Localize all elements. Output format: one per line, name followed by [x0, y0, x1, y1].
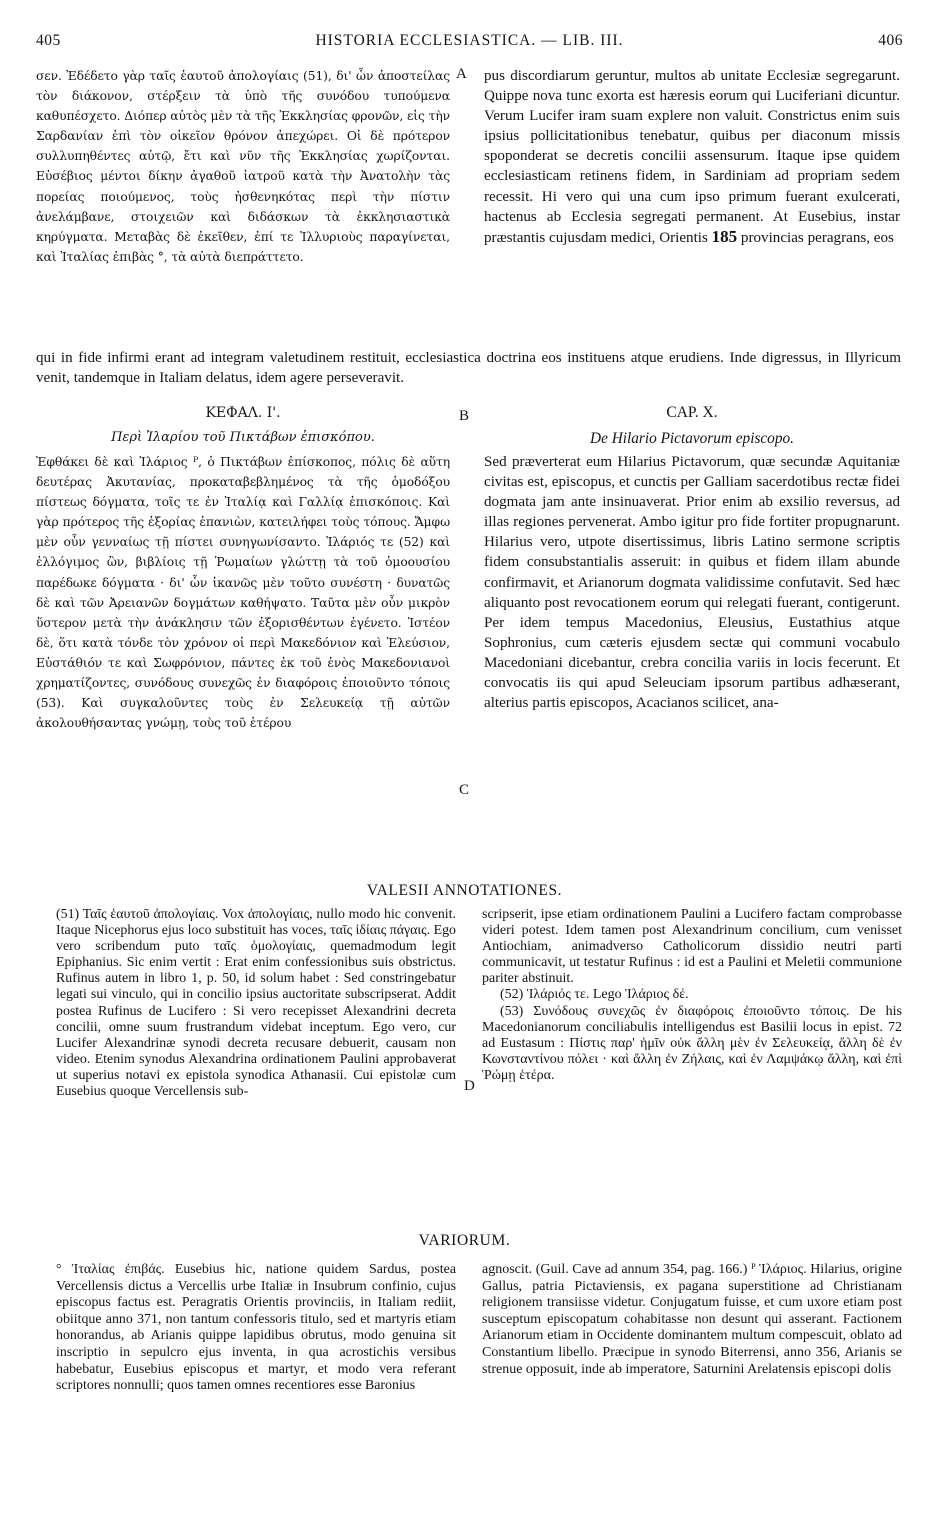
variorum-note-hilarius: agnoscit. (Guil. Cave ad annum 354, pag. 166.) ᴾ Ἱλάριος. Hilarius, origine Gallus, patria Pictaviensis, ex pagana superstitione ad Christianam religionem transiisse videtur. Conjugatum fuisse, et cum uxore etiam post susceptum episcopatum cohabitasse non desunt qui asserant. Factionem Arianorum etiam in Occidente dominantem multum compescuit, oblato ad Constantium libello. Præcipue in synodo Biterrensi, anno 356, Arianis se strenue opposuit, inde ab imperatore, Saturnini Arelatensis episcopi dolis [482, 1262, 902, 1377]
valesii-note-continuation: scripserit, ipse etiam ordinationem Paulini a Lucifero factam comprobasse videri potest. Idem tamen post Alexandrinum concilium, cum venisset Antiochiam, animadverso Catholicorum dissidio neutri parti communicavit, ut testatur Rufinus : id est a Paulini et Meletii communione pariter abstinuit. [482, 907, 902, 987]
valesii-note-51: (51) Ταῖς ἑαυτοῦ ἀπολογίαις. Vox ἀπολογίαις, nullo modo hic convenit. Itaque Nicephorus ejus loco substituit has voces, ταῖς ἰδίαις πάγαις. Ego vero scribendum puto ταῖς ὁμολογίαις, quemadmodum legit Epiphanius. Sic enim vertit : Erat enim confessionibus suis obstrictus. Rufinus autem in libro 1, p. 50, id solum habet : Sed constringebatur legati sui vinculo, qui in concilio ipsius auctoritate subscripserat. Addit postea Rufinus de Lucifero : Si vero recepisset Alexandrini decreta concilii, omne suum frustrandum videbat inceptum. Ego vero, cur Lucifer Alexandrinæ synodi decreta recusare debuerit, causam non video. Etenim synodus Alexandrina ordinationem Paulini approbaverat ut superius notavi ex epistola synodica Athanasii. Cui epistolæ cum Eusebius quoque Vercellensis sub- [56, 907, 456, 1100]
greek-chapter-text: Ἐφθάκει δὲ καὶ Ἱλάριος ᴾ, ὁ Πικτάβων ἐπίσκοπος, πόλις δὲ αὕτη δευτέρας Ἀκυτανίας, προκαταβεβλημένος τὰ τῆς ὁμοδόξου πίστεως δόγματα, τοῖς τε ἐν Ἰταλίᾳ καὶ Γαλλίᾳ ἐπισκόποις. Καὶ γὰρ πρότερος τῆς ἐξορίας ἐπανιὼν, κατειλήφει τοὺς τόπους. Ἄμφω μὲν οὖν γενναίως τῇ πίστει συνηγωνίσαντο. Ἱλάριός τε (52) καὶ ἐλλόγιμος ὢν, βιβλίοις τῇ Ῥωμαίων γλώττῃ τὰ τοῦ ὁμοουσίου παρέδωκε δόγματα · δι' ὧν ἱκανῶς μὲν τοῦτο συνέστη · δυνατῶς δὲ καὶ τῶν Ἀρειανῶν δογμάτων καθήψατο. Ταῦτα μὲν οὖν μικρὸν ὕστερον μετὰ τὴν ἀνάκλησιν τῶν ἐξορισθέντων ἐγένετο. Ἰστέον δὲ, ὅτι κατὰ τόνδε τὸν χρόνον οἱ περὶ Μακεδόνιον καὶ Ἐλεύσιον, Εὐστάθιόν τε καὶ Σωφρόνιον, πάντες ἐκ τοῦ ἑνὸς Μακεδονιανοὶ χρηματίζοντες, συνόδους συνεχῶς ἐν διαφόροις ἐποιοῦντο τόποις (53). Καὶ συγκαλοῦντες τοὺς ἐν Σελευκείᾳ τῇ αὐτῶν ἀκολουθήσαντας γνώμῃ, τοὺς τοῦ ἑτέρου [36, 455, 450, 731]
variorum-heading: VARIORUM. [418, 1232, 511, 1249]
latin-wide-paragraph: qui in fide infirmi erant ad integram valetudinem restituit, ecclesiastica doctrina eos instituens atque erudiens. Inde digressus, in Illyricum venit, tandemque in Italiam delatus, idem agere perseveravit. [36, 350, 901, 387]
latin-chapter-text: Sed præverterat eum Hilarius Pictavorum, quæ secundæ Aquitaniæ civitas est, episcopus, et cunctis per Galliam sacerdotibus rectæ fidei dogmata jam ante insinuaverat. Prior enim ab exsilio reversus, ad illas regiones pervenerat. Ambo igitur pro fide fortiter propugnarunt. Hilarius vero, utpote disertissimus, libris Latino sermone scriptis fidem consubstantialis asseruit: in quibus et fidem illam abunde confirmavit, et Arianorum dogmata validissime confutavit. Sed hæc aliquanto post revocationem eorum qui relegati fuerant, contigerunt. Per idem tempus Macedonius, Eleusius, Eustathius atque Sophronius, cum cæteris ejusdem sectæ qui communi vocabulo Macedoniani dicebantur, crebra concilia variis in locis fecerunt. Et convocatis iis qui apud Seleuciam ipsorum partibus adhæserant, alterius partis episcopos, Acacianos scilicet, ana- [484, 454, 900, 712]
running-head-title: HISTORIA ECCLESIASTICA. — LIB. III. [315, 32, 624, 49]
latin-chapter-title: De Hilario Pictavorum episcopo. [590, 430, 794, 447]
greek-column-top [36, 66, 450, 267]
latin-text-top-part2: provincias peragrans, eos [740, 229, 894, 246]
latin-chapter-head: CAP. X. [666, 404, 718, 421]
margin-letter-c: C [459, 782, 470, 798]
greek-chapter-title: Περὶ Ἱλαρίου τοῦ Πικτάβων ἐπισκόπου. [111, 430, 375, 445]
marginal-number: 185 [711, 226, 738, 246]
variorum-note-left [56, 1262, 456, 1395]
margin-letter-a: A [456, 66, 467, 82]
latin-column-chapter [484, 452, 900, 713]
margin-letter-d: D [464, 1078, 475, 1094]
running-header [36, 32, 903, 52]
valesii-heading: VALESII ANNOTATIONES. [366, 882, 563, 899]
variorum-note-right [482, 1262, 902, 1378]
latin-text-top [484, 66, 900, 248]
latin-column-top [484, 66, 900, 248]
valesii-note-52: (52) Ἱλάριός τε. Lego Ἱλάριος δέ. [500, 987, 689, 1003]
greek-column-chapter [36, 452, 450, 733]
greek-chapter-head: ΚΕΦΑΛ. Ι'. [205, 405, 281, 421]
latin-text-top-part1: pus discordiarum geruntur, multos ab unitate Ecclesiæ segregarunt. Quippe nova tunc exorta est hæresis eorum qui Luciferiani dicuntur. Verum Lucifer iram suam explere non valuit. Constrictus enim suis ipsius pollicitationibus tenebatur, quibus per diaconum missis spoponderat se decretis concilii assensurum. Itaque ipse quidem ecclesiasticam retinens fidem, in Sardiniam ad propriam sedem recessit. Hi vero qui una cum ipso primum fuerant exulcerati, hactenus ab Ecclesia segregati permanent. At Eusebius, instar præstantis cujusdam medici, Orientis [484, 68, 900, 246]
page-number-right: 406 [878, 32, 903, 49]
variorum-note-eusebius: ° Ἰταλίας ἐπιβάς. Eusebius hic, natione quidem Sardus, postea Vercellensis dictus a Vercellis urbe Italiæ in Insubrum confinio, cujus episcopus factus est. Peragratis Orientis provinciis, in Italiam rediit, obiitque anno 371, non tantum confessoris titulo, sed et martyris etiam honorandus, ab Arianis quippe lapidibus obrutus, modo genuina sit inscriptio in sepulcro ejus inventa, in qua acrostichis versibus habebatur, Eusebius episcopus et martyr, et modo vera referant scriptores nonnulli; quos tamen omnes recentiores esse Baronius [56, 1262, 456, 1394]
valesii-note-right [482, 907, 902, 1084]
greek-text-top: σεν. Ἐδέδετο γὰρ ταῖς ἑαυτοῦ ἀπολογίαις (51), δι' ὧν ἀποστείλας τὸν διάκονον, στέρξειν τὰ ὑπὸ τῆς συνόδου τυπούμενα καθυπέσχετο. Διόπερ αὐτὸς μὲν τὰ τῆς Ἐκκλησίας φρονῶν, εἰς τὴν Σαρδανίαν ἐπὶ τὸν οἰκεῖον θρόνον ἀπεχώρει. Οἱ δὲ πρότερον συλλυπηθέντες αὐτῷ, ἔτι καὶ νῦν τῆς Ἐκκλησίας χωρίζονται. Εὐσέβιος μέντοι δίκην ἀγαθοῦ ἰατροῦ κατὰ τὴν Ἀνατολὴν τὰς πορείας ποιούμενος, τοὺς ἠσθενηκότας περὶ τὴν πίστιν ἀνελάμβανε, στοιχειῶν καὶ διδάσκων τὰ ἐκκλησιαστικὰ κηρύγματα. Μεταβὰς δὲ ἐκεῖθεν, ἐπί τε Ἰλλυριοὺς παραγίνεται, καὶ Ἰταλίας ἐπιβὰς °, τὰ αὐτὰ διεπράττετο. [36, 69, 450, 264]
valesii-note-left [56, 907, 456, 1100]
page-number-left: 405 [36, 32, 61, 49]
margin-letter-b: B [459, 408, 470, 424]
valesii-note-53: (53) Συνόδους συνεχῶς ἐν διαφόροις ἐποιοῦντο τόποις. De his Macedonianorum conciliabulis intelligendus est Basilii locus in epist. 72 ad Eustasum : Πίστις παρ' ἡμῖν οὐκ ἄλλη μὲν ἐν Σελευκείᾳ, ἄλλη δὲ ἐν Κωνσταντίνου πόλει · καὶ ἄλλη ἐν Ζήλαις, καὶ ἐν Λαμψάκῳ ἄλλη, καὶ ἐπὶ Ῥώμῃ ἑτέρα. [482, 1003, 902, 1083]
